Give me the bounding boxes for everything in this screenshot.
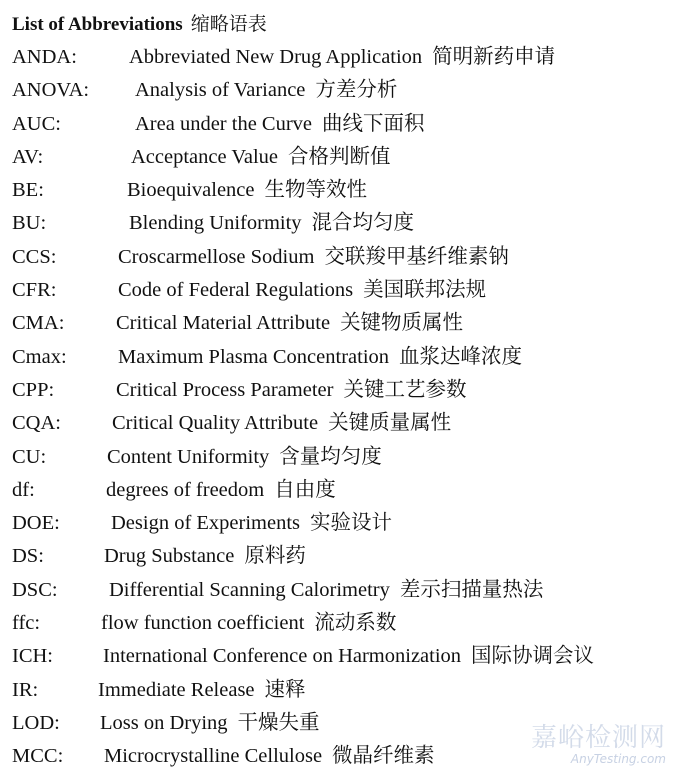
term-group [127, 174, 367, 207]
term-english-text: Drug Substance [104, 545, 235, 568]
list-item [12, 474, 676, 507]
list-item [12, 108, 676, 141]
list-item [12, 307, 676, 340]
term-group [104, 540, 306, 573]
list-item [12, 141, 676, 174]
term-group [106, 474, 336, 507]
abbreviation: ANDA: [12, 46, 77, 68]
term-english-text: Bioequivalence [127, 179, 255, 202]
list-item [12, 540, 676, 573]
term-english-text: Loss on Drying [100, 711, 228, 734]
term-english-text: Critical Process Parameter [116, 378, 334, 401]
term-english-text: Area under the Curve [135, 112, 313, 135]
term-chinese: 合格判断值 [288, 145, 391, 168]
term-chinese: 交联羧甲基纤维素钠 [324, 245, 509, 268]
term-group [131, 141, 391, 174]
list-item [12, 241, 676, 274]
term-english-text: Abbreviated New Drug Application [129, 46, 423, 68]
term-chinese: 流动系数 [314, 612, 397, 635]
term-chinese: 关键工艺参数 [343, 378, 467, 401]
term-chinese: 方差分析 [315, 79, 398, 102]
term-chinese: 干燥失重 [237, 711, 320, 734]
abbreviation: Cmax: [12, 345, 67, 368]
term-group [129, 207, 414, 240]
term-english-text: degrees of freedom [106, 478, 265, 501]
term-english-text: Acceptance Value [131, 145, 279, 168]
list-item [12, 607, 676, 640]
term-english-text: flow function coefficient [101, 612, 305, 635]
list-item [12, 274, 676, 307]
term-group [112, 407, 451, 440]
abbreviation: CU: [12, 445, 47, 468]
term-group [135, 74, 397, 107]
term-group [98, 674, 306, 707]
page-title [12, 8, 676, 41]
term-group [109, 574, 543, 607]
term-group [118, 341, 522, 374]
term-chinese: 简明新药申请 [432, 46, 556, 68]
term-group [100, 707, 320, 740]
term-chinese: 原料药 [244, 545, 306, 568]
list-item [12, 707, 676, 740]
abbreviation-list [12, 8, 676, 774]
list-item [12, 740, 676, 773]
term-english-text: Design of Experiments [111, 512, 301, 535]
term-english-text: Critical Quality Attribute [112, 412, 319, 435]
list-item [12, 674, 676, 707]
term-chinese: 关键质量属性 [328, 412, 452, 435]
list-item [12, 507, 676, 540]
term-english-text: Croscarmellose Sodium [118, 245, 315, 268]
list-item [12, 640, 676, 673]
term-chinese: 美国联邦法规 [363, 279, 487, 302]
list-item [12, 374, 676, 407]
term-chinese: 实验设计 [310, 512, 393, 535]
term-group [135, 108, 425, 141]
abbreviation: CCS: [12, 245, 57, 268]
abbreviation: BE: [12, 179, 44, 202]
term-chinese: 关键物质属性 [340, 312, 464, 335]
abbreviation: CQA: [12, 412, 61, 435]
term-english-text: Maximum Plasma Concentration [118, 345, 390, 368]
abbreviation: DSC: [12, 578, 58, 601]
term-group [103, 640, 594, 673]
abbreviation: ANOVA: [12, 79, 90, 102]
term-chinese: 国际协调会议 [471, 645, 595, 668]
term-chinese: 速释 [264, 678, 306, 701]
term-chinese: 微晶纤维素 [332, 745, 435, 768]
term-group [118, 274, 486, 307]
term-group [107, 441, 382, 474]
term-english-text: Code of Federal Regulations [118, 279, 354, 302]
watermark-sub: AnyTesting.com [570, 751, 666, 766]
abbreviation: CFR: [12, 279, 57, 302]
abbreviation: IR: [12, 678, 39, 701]
list-item [12, 74, 676, 107]
term-chinese: 生物等效性 [264, 179, 368, 202]
term-chinese: 曲线下面积 [322, 112, 425, 135]
list-item [12, 341, 676, 374]
term-english-text: Content Uniformity [107, 445, 270, 468]
term-chinese: 混合均匀度 [311, 212, 415, 235]
abbreviation: CPP: [12, 378, 55, 401]
abbreviation: DS: [12, 545, 44, 568]
term-group [111, 507, 392, 540]
term-chinese: 自由度 [274, 478, 336, 501]
term-group [104, 740, 435, 773]
abbreviation: df: [12, 478, 35, 501]
abbreviation: ffc: [12, 612, 41, 635]
term-english-text: Critical Material Attribute [116, 312, 331, 335]
term-group [129, 41, 555, 74]
abbreviation: AV: [12, 145, 44, 168]
list-item [12, 41, 676, 74]
abbreviation: DOE: [12, 512, 60, 535]
list-item [12, 207, 676, 240]
list-item [12, 441, 676, 474]
term-english-text: Immediate Release [98, 678, 255, 701]
abbreviation: ICH: [12, 645, 53, 668]
abbreviation: BU: [12, 212, 47, 235]
term-english-text: Differential Scanning Calorimetry [109, 578, 390, 601]
term-group [118, 241, 509, 274]
term-english-text: International Conference on Harmonization [103, 645, 462, 668]
term-chinese: 含量均匀度 [279, 445, 382, 468]
abbreviation: LOD: [12, 711, 60, 734]
term-group [101, 607, 396, 640]
abbreviation: AUC: [12, 112, 61, 135]
term-chinese: 差示扫描量热法 [399, 578, 544, 601]
list-item [12, 174, 676, 207]
title-chinese: 缩略语表 [190, 14, 267, 35]
abbreviation: CMA: [12, 312, 65, 335]
title-english: List of Abbreviations [12, 14, 183, 35]
term-english-text: Analysis of Variance [135, 79, 306, 102]
watermark-main: 嘉峪检测网 [530, 723, 666, 754]
term-group [116, 374, 466, 407]
abbreviation: MCC: [12, 745, 64, 768]
list-item [12, 574, 676, 607]
term-english-text: Microcrystalline Cellulose [104, 745, 323, 768]
entries-list [12, 41, 676, 774]
list-item [12, 407, 676, 440]
term-group [116, 307, 463, 340]
term-english-text: Blending Uniformity [129, 212, 302, 235]
term-chinese: 血浆达峰浓度 [399, 345, 523, 368]
